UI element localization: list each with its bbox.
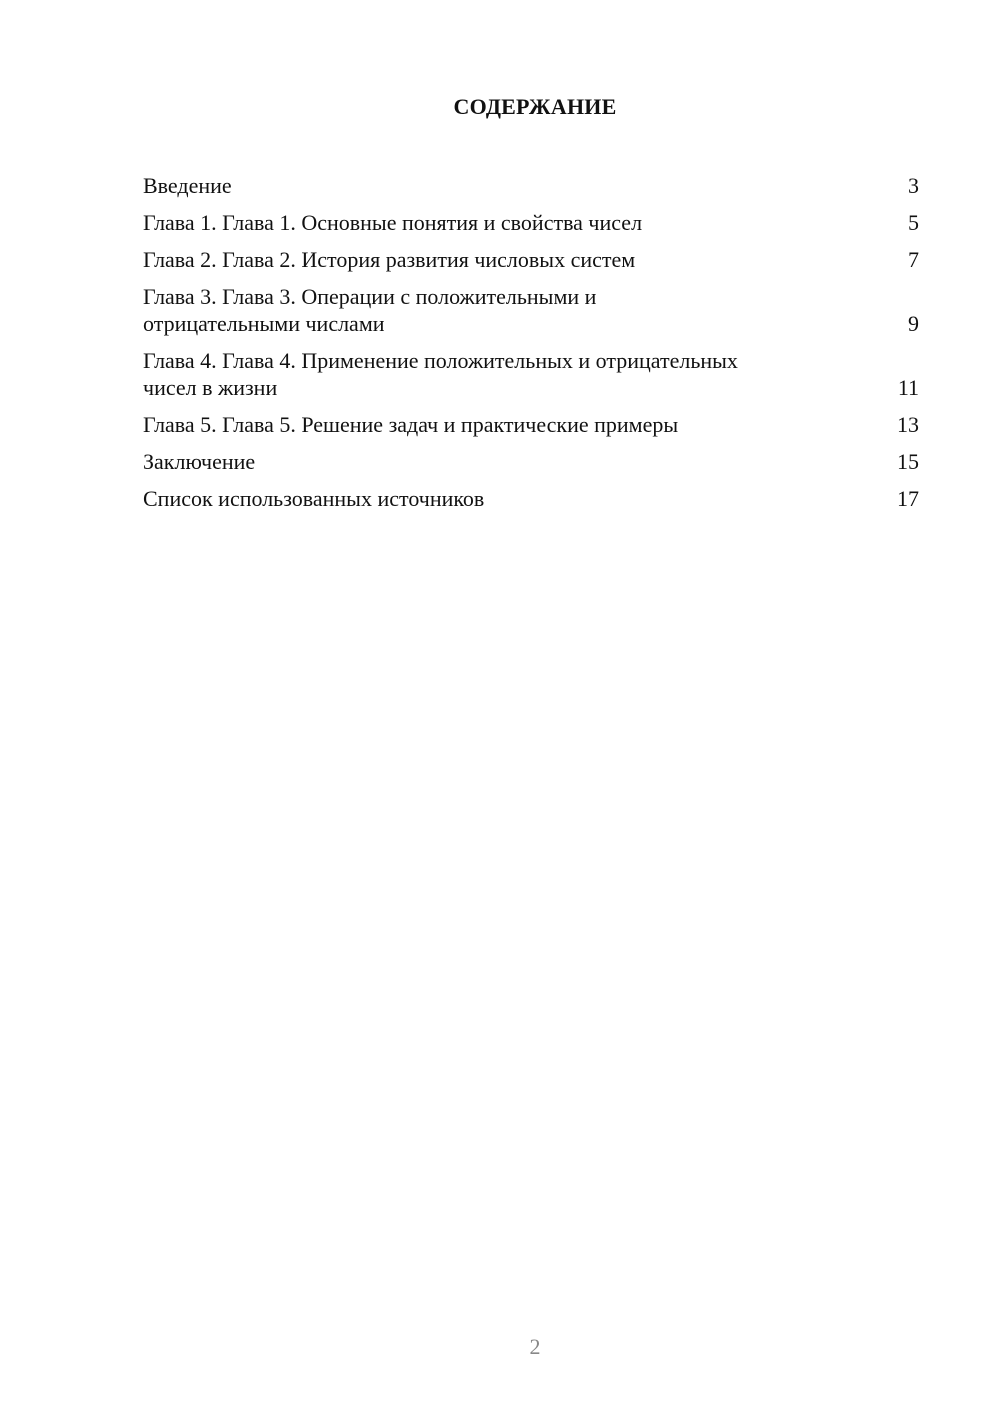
toc-entry-title xyxy=(143,347,889,401)
toc-entry-title xyxy=(143,411,889,438)
toc-entry-line: Глава 4. Глава 4. Применение положительных и отрицательных xyxy=(143,348,738,373)
toc-entry-title xyxy=(143,209,889,236)
toc-entry-line: отрицательными числами xyxy=(143,311,385,336)
toc-entry-line: Заключение xyxy=(143,449,256,474)
toc-entry-chapter-3 xyxy=(143,283,919,337)
toc-entry-line: Глава 5. Глава 5. Решение задач и практические примеры xyxy=(143,412,679,437)
toc-entry-conclusion xyxy=(143,448,919,475)
toc-entry-line: Глава 2. Глава 2. История развития числовых систем xyxy=(143,247,636,272)
toc-entry-page-number: 3 xyxy=(908,173,919,198)
table-of-contents xyxy=(143,172,919,522)
toc-entry-line: Глава 1. Глава 1. Основные понятия и свойства чисел xyxy=(143,210,643,235)
toc-entry-page-number: 9 xyxy=(908,311,919,336)
toc-entry-chapter-1 xyxy=(143,209,919,236)
toc-entry-line: Список использованных источников xyxy=(143,486,485,511)
toc-entry-title xyxy=(143,172,889,199)
toc-heading: СОДЕРЖАНИЕ xyxy=(453,94,617,119)
toc-entry-page-number: 13 xyxy=(897,412,919,437)
toc-entry-chapter-4 xyxy=(143,347,919,401)
toc-entry-line: Глава 3. Глава 3. Операции с положительными и xyxy=(143,284,597,309)
toc-entry-chapter-5 xyxy=(143,411,919,438)
toc-entry-title xyxy=(143,485,889,512)
toc-entry-title xyxy=(143,448,889,475)
toc-entry-page-number: 5 xyxy=(908,210,919,235)
toc-entry-references xyxy=(143,485,919,512)
toc-entry-page-number: 17 xyxy=(897,486,919,511)
toc-entry-page-number: 11 xyxy=(897,375,919,400)
page-number-footer: 2 xyxy=(529,1334,541,1359)
toc-entry-line: чисел в жизни xyxy=(143,375,278,400)
toc-entry-chapter-2 xyxy=(143,246,919,273)
toc-entry-page-number: 7 xyxy=(908,247,919,272)
toc-entry-title xyxy=(143,283,889,337)
toc-entry-title xyxy=(143,246,889,273)
toc-entry-line: Введение xyxy=(143,173,232,198)
toc-entry-page-number: 15 xyxy=(897,449,919,474)
toc-entry-introduction xyxy=(143,172,919,199)
